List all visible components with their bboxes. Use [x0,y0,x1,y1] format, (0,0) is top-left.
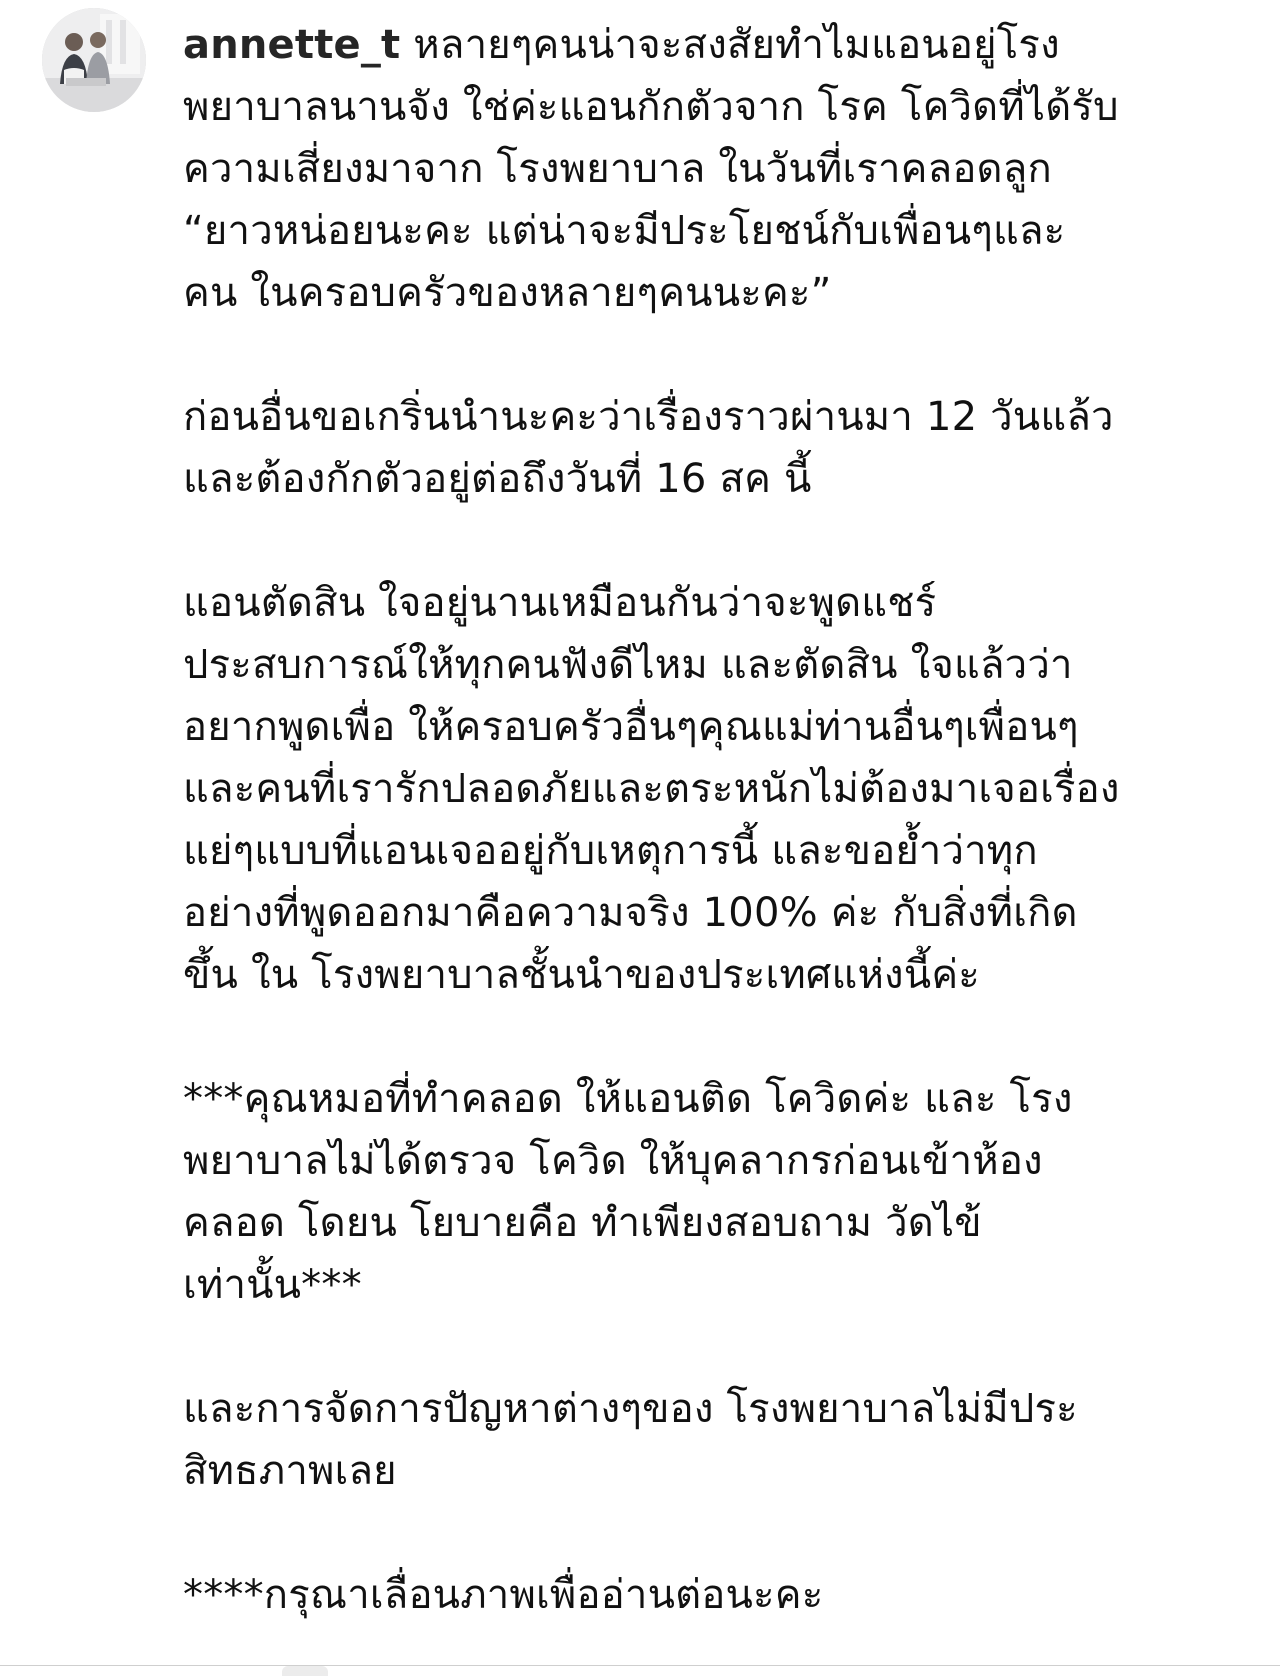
caption-paragraph-5 [183,1378,1263,1502]
caption-line: “ยาวหน่อยนะคะ แต่น่าจะมีประโยชน์กับเพื่อนๆและ [183,208,1066,254]
caption-line [183,14,1263,76]
caption-line: ****กรุณาเลื่อนภาพเพื่ออ่านต่อนะคะ [183,1572,824,1618]
caption-line: แย่ๆแบบที่แอนเจออยู่กับเหตุการนี้ และขอย้ำว่าทุก [183,828,1038,874]
caption-paragraph-6 [183,1564,1263,1626]
avatar-photo-icon [42,8,146,112]
post-caption [183,14,1263,1626]
caption-text: หลายๆคนน่าจะสงสัยทำไมแอนอยู่โรง [413,22,1060,68]
caption-paragraph-4 [183,1068,1263,1316]
caption-paragraph-3 [183,572,1263,1006]
caption-line: สิทธภาพเลย [183,1448,397,1494]
caption-line: พยาบาลไม่ได้ตรวจ โควิด ให้บุคลากรก่อนเข้าห้อง [183,1138,1043,1184]
caption-paragraph-1 [183,14,1263,324]
caption-line: ประสบการณ์ให้ทุกคนฟังดีไหม และตัดสิน ใจแล้วว่า [183,642,1073,688]
caption-line: อยากพูดเพื่อ ให้ครอบครัวอื่นๆคุณแม่ท่านอื่นๆเพื่อนๆ [183,704,1079,750]
caption-line: คลอด โดยน โยบายคือ ทำเพียงสอบถาม วัดไข้ [183,1200,982,1246]
caption-line: พยาบาลนานจัง ใช่ค่ะแอนกักตัวจาก โรค โควิดที่ได้รับ [183,84,1119,130]
caption-line: แอนตัดสิน ใจอยู่นานเหมือนกันว่าจะพูดแชร์ [183,580,937,626]
caption-line: และการจัดการปัญหาต่างๆของ โรงพยาบาลไม่มีประ [183,1386,1078,1432]
bottom-divider [0,1665,1280,1666]
caption-line: ความเสี่ยงมาจาก โรงพยาบาล ในวันที่เราคลอดลูก [183,146,1052,192]
username-link[interactable]: annette_t [183,22,401,68]
caption-line: อย่างที่พูดออกมาคือความจริง 100% ค่ะ กับสิ่งที่เกิด [183,890,1078,936]
caption-line: เท่านั้น*** [183,1262,362,1308]
caption-line: และคนที่เรารักปลอดภัยและตระหนักไม่ต้องมาเจอเรื่อง [183,766,1120,812]
next-item-peek [282,1666,328,1676]
caption-line: คน ในครอบครัวของหลายๆคนนะคะ” [183,270,832,316]
caption-line: และต้องกักตัวอยู่ต่อถึงวันที่ 16 สค นี้ [183,456,812,502]
caption-paragraph-2 [183,386,1263,510]
caption-line: ***คุณหมอที่ทำคลอด ให้แอนติด โควิดค่ะ และ โรง [183,1076,1073,1122]
caption-line: ก่อนอื่นขอเกริ่นนำนะคะว่าเรื่องราวผ่านมา 12 วันแล้ว [183,394,1114,440]
profile-avatar[interactable] [42,8,146,112]
caption-line: ขึ้น ใน โรงพยาบาลชั้นนำของประเทศแห่งนี้ค่ะ [183,952,980,998]
